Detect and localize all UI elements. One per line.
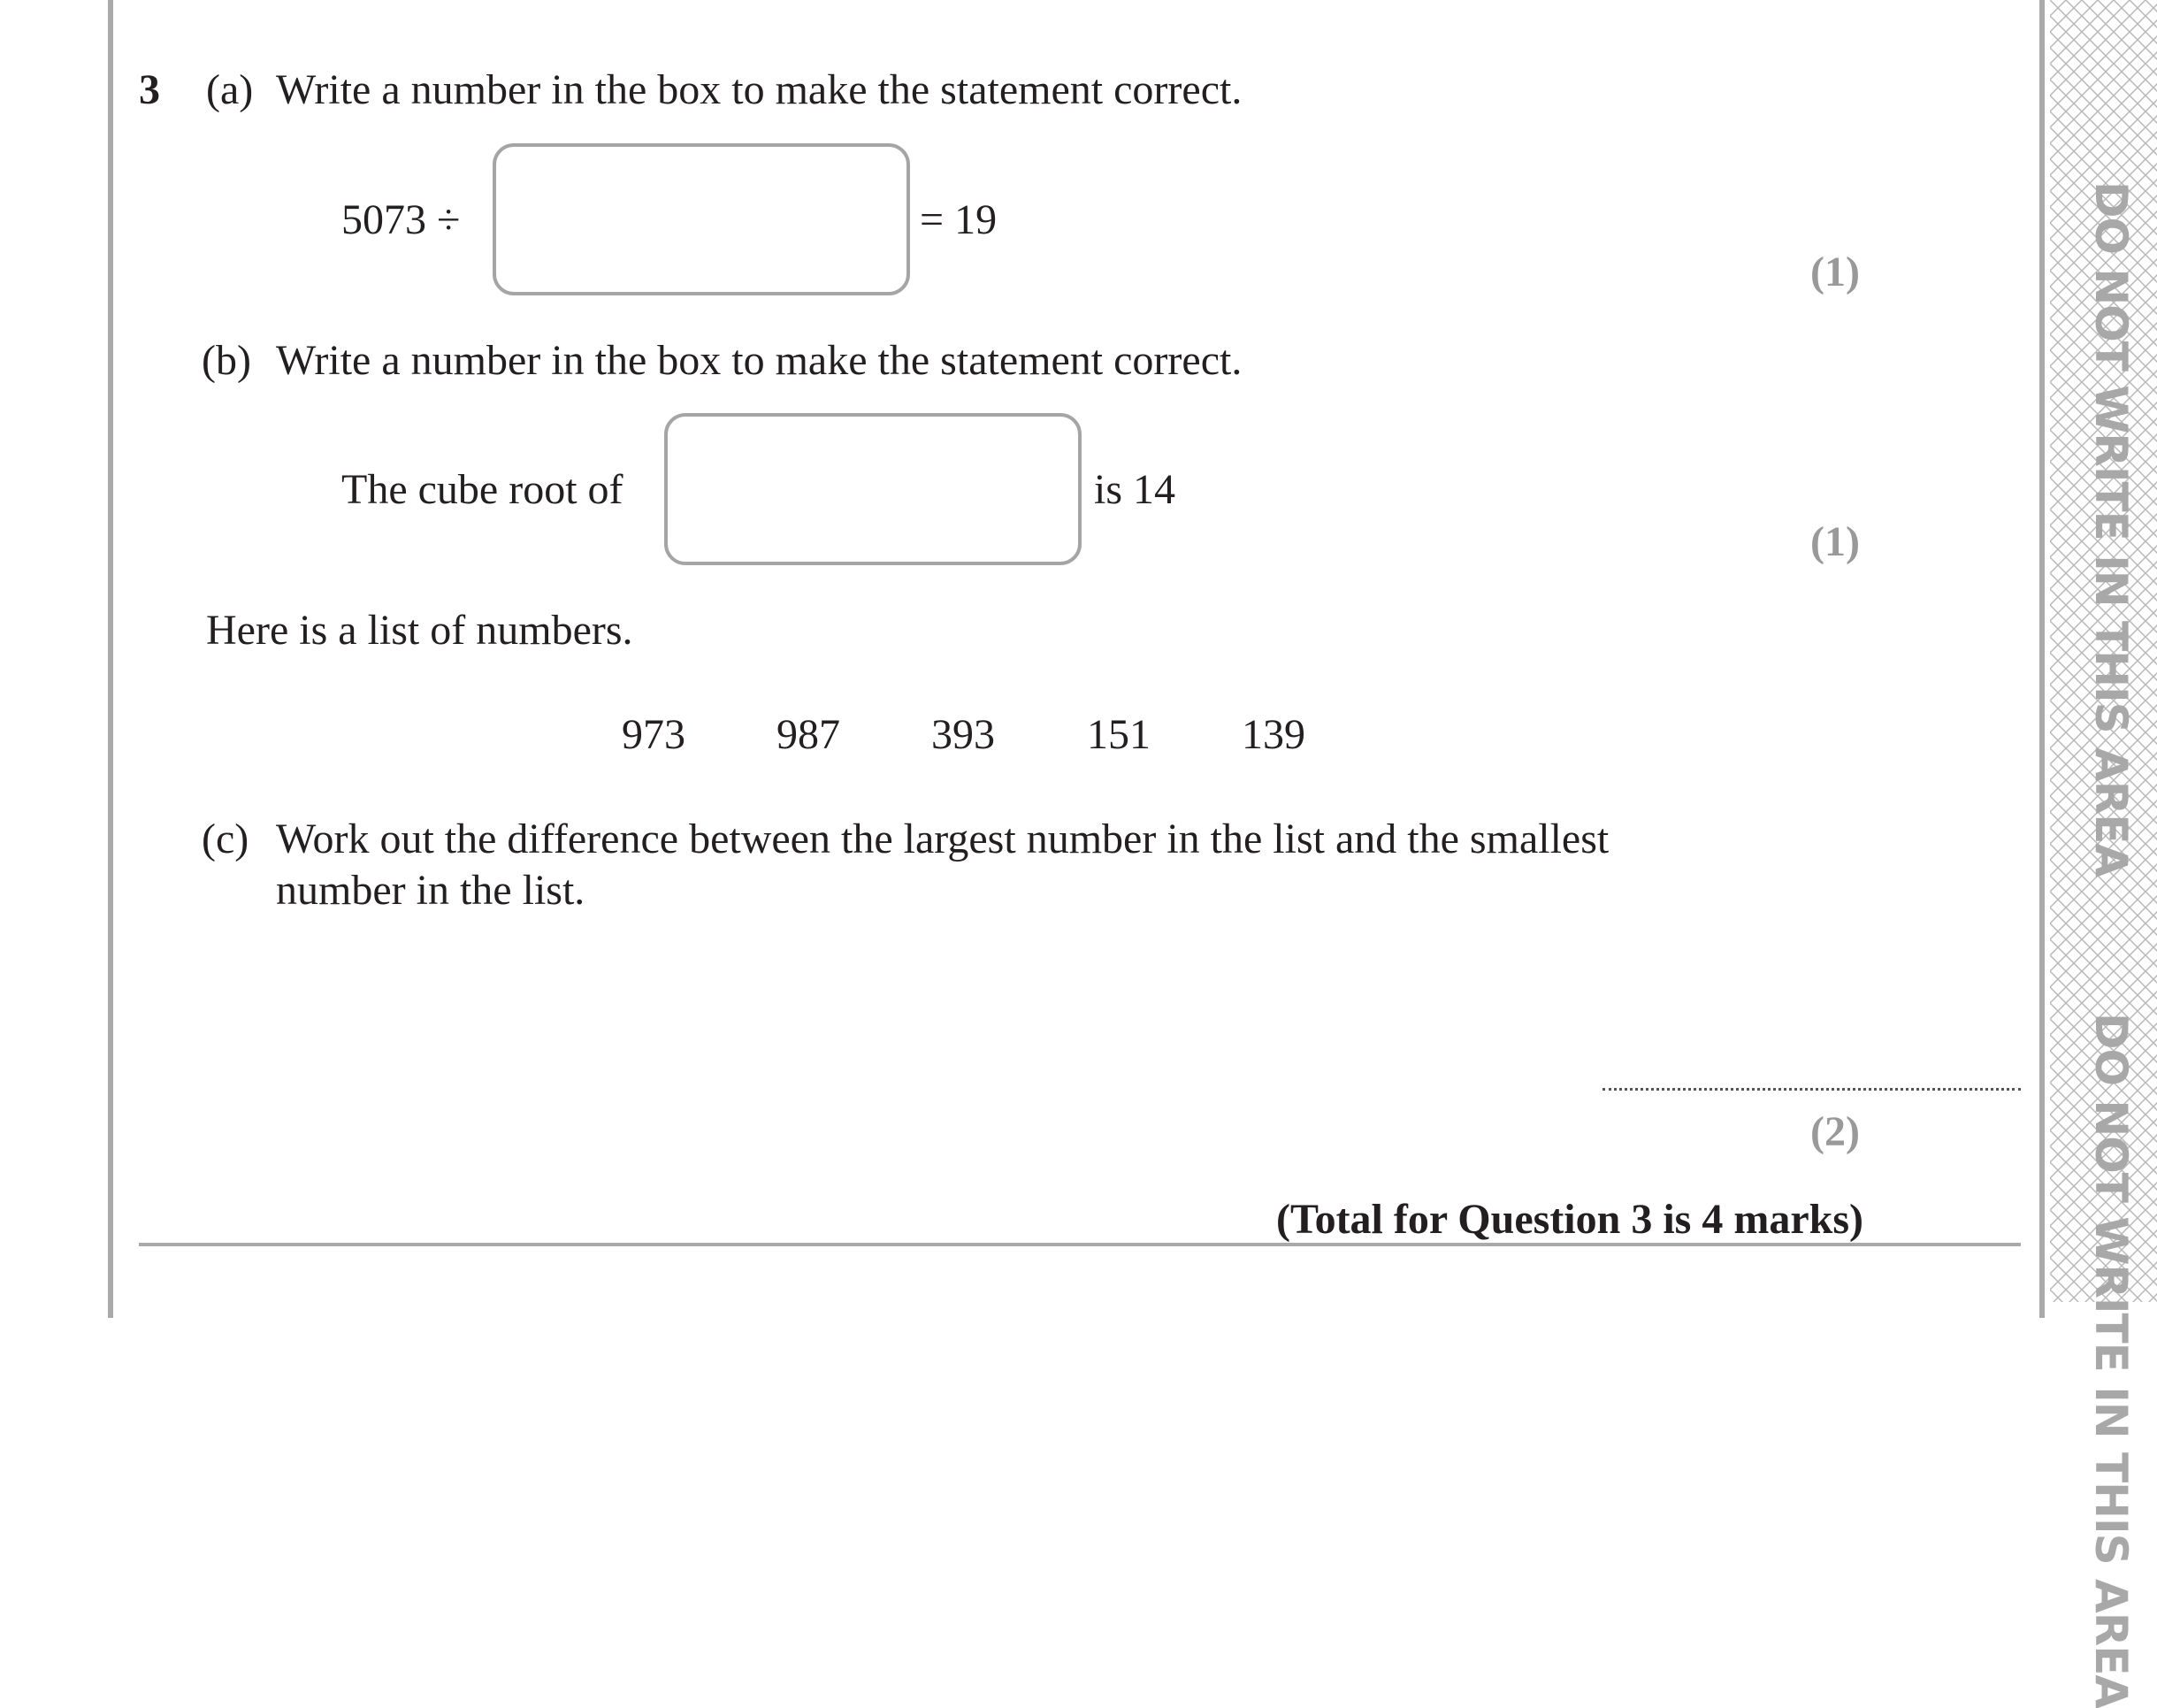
margin-strip <box>2050 0 2157 1708</box>
margin-warning-1: DO NOT WRITE IN THIS AREA <box>2085 181 2137 877</box>
part-c-prompt-line1: Work out the difference between the largest number in the list and the smallest <box>276 816 1610 862</box>
part-a-expr-right: = 19 <box>920 196 998 243</box>
question-end-rule <box>139 1243 2021 1246</box>
part-b-answer-box[interactable] <box>664 413 1082 565</box>
part-c-prompt-line2: number in the list. <box>276 867 585 914</box>
part-a-answer-box[interactable] <box>493 143 910 295</box>
margin-warning-2: DO NOT WRITE IN THIS AREA <box>2085 1013 2137 1708</box>
part-b-mark: (1) <box>1810 518 1860 565</box>
part-c-mark: (2) <box>1810 1108 1860 1155</box>
question-number: 3 <box>139 66 160 113</box>
list-number: 987 <box>776 711 840 758</box>
list-intro: Here is a list of numbers. <box>206 607 633 654</box>
part-a-label: (a) <box>206 66 254 113</box>
question-total: (Total for Question 3 is 4 marks) <box>1275 1196 1863 1243</box>
list-number: 151 <box>1087 711 1151 758</box>
list-number: 973 <box>622 711 685 758</box>
part-a-prompt: Write a number in the box to make the statement correct. <box>276 66 1243 113</box>
part-b-expr-left: The cube root of <box>341 466 623 513</box>
part-b-prompt: Write a number in the box to make the statement correct. <box>276 337 1243 384</box>
part-b-label: (b) <box>202 337 251 384</box>
list-number: 393 <box>931 711 995 758</box>
part-b-expr-right: is 14 <box>1094 466 1176 513</box>
part-a-expr-left: 5073 ÷ <box>341 196 461 243</box>
list-number: 139 <box>1242 711 1305 758</box>
part-c-label: (c) <box>202 816 249 862</box>
part-c-answer-line[interactable] <box>1602 1088 2021 1091</box>
part-a-mark: (1) <box>1810 249 1860 295</box>
